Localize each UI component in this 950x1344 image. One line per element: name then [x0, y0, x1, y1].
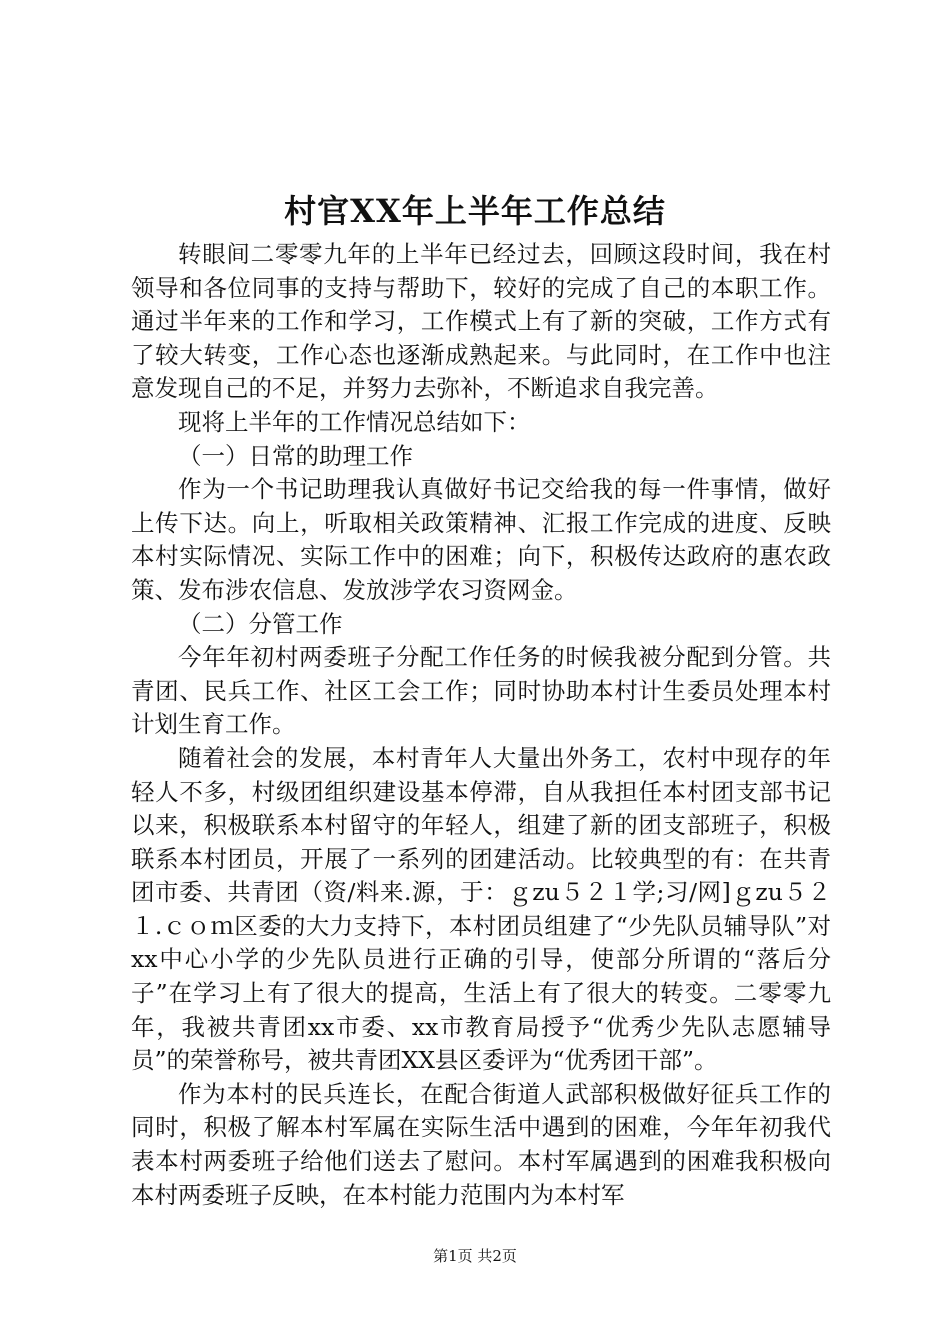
document-body: [131, 238, 831, 1212]
page-footer: 第1页 共2页: [433, 1247, 517, 1265]
paragraph-intro: 转眼间二零零九年的上半年已经过去，回顾这段时间，我在村领导和各位同事的支持与帮助下，较好的完成了自己的本职工作。通过半年来的工作和学习，工作模式上有了新的突破，工作方式有了较大转变，工作心态也逐渐成熟起来。与此同时，在工作中也注意发现自己的不足，并努力去弥补，不断追求自我完善。: [131, 240, 831, 403]
document-title: 村官XX年上半年工作总结: [284, 192, 666, 230]
paragraph-militia: 作为本村的民兵连长，在配合街道人武部积极做好征兵工作的同时，积极了解本村军属在实际生活中遇到的困难，今年年初我代表本村两委班子给他们送去了慰问。本村军属遇到的困难我积极向本村两委班子反映，在本村能力范围内为本村军: [131, 1079, 831, 1209]
paragraph-daily-work: 作为一个书记助理我认真做好书记交给我的每一件事情，做好上传下达。向上，听取相关政策精神、汇报工作完成的进度、反映本村实际情况、实际工作中的困难；向下，积极传达政府的惠农政策、发布涉农信息、发放涉学农习资网金。: [131, 475, 831, 604]
section-heading-assigned-work: （二）分管工作: [178, 609, 343, 638]
section-heading-daily-work: （一）日常的助理工作: [178, 441, 413, 470]
paragraph-youth-league: 随着社会的发展，本村青年人大量出外务工，农村中现存的年轻人不多，村级团组织建设基本停滞，自从我担任本村团支部书记以来，积极联系本村留守的年轻人，组建了新的团支部班子，积极联系本村团员，开展了一系列的团建活动。比较典型的有：在共青团市委、共青团（资/料来.源，于：ｇzu５２１学;习/网]ｇzu５２１.ｃｏｍ区委的大力支持下，本村团员组建了“少先队员辅导队”对xx中心小学的少先队员进行正确的引导，使部分所谓的“落后分子”在学习上有了很大的提高，生活上有了很大的转变。二零零九年，我被共青团xx市委、xx市教育局授予“优秀少先队志愿辅导员”的荣誉称号，被共青团XX县区委评为“优秀团干部”。: [131, 743, 831, 1075]
paragraph-summary-lead: 现将上半年的工作情况总结如下：: [178, 407, 531, 436]
paragraph-assigned-work: 今年年初村两委班子分配工作任务的时候我被分配到分管。共青团、民兵工作、社区工会工作；同时协助本村计生委员处理本村计划生育工作。: [131, 643, 831, 739]
